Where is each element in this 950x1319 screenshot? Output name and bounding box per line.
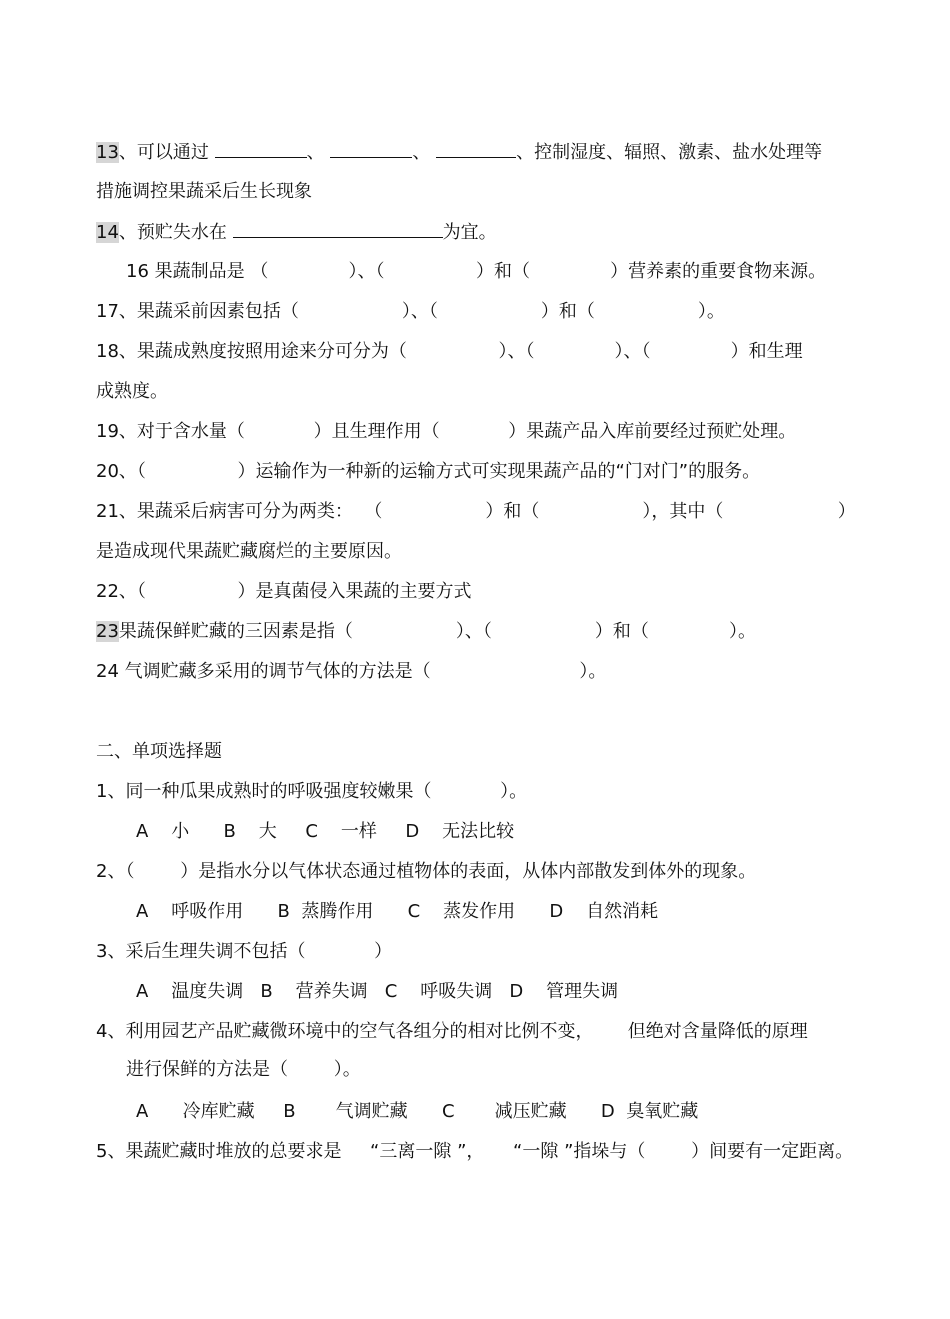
question-21: 21、果蔬采后病害可分为两类： （ ）和（ ），其中（ ） [96, 501, 856, 522]
question-21-line-2: 是造成现代果蔬贮藏腐烂的主要原因。 [96, 541, 402, 562]
mc-question-1: 1、同一种瓜果成熟时的呼吸强度较嫩果（ ）。 [96, 781, 528, 802]
question-23-text: 果蔬保鲜贮藏的三因素是指（ ）、（ ）和（ ）。 [118, 621, 756, 642]
mc-question-3: 3、采后生理失调不包括（ ） [96, 941, 393, 962]
blank-13-2 [330, 140, 412, 158]
question-number-14: 14 [96, 222, 119, 243]
blank-14-1 [233, 220, 443, 238]
mc-question-1-options: A 小 B 大 C 一样 D 无法比较 [136, 821, 515, 842]
question-18-line-2: 成熟度。 [96, 381, 168, 402]
question-22: 22、（ ）是真菌侵入果蔬的主要方式 [96, 581, 472, 602]
question-13-sep-2: 、 [412, 142, 431, 163]
mc-question-3-options: A 温度失调 B 营养失调 C 呼吸失调 D 管理失调 [136, 981, 619, 1002]
blank-13-1 [215, 140, 307, 158]
blank-13-3 [436, 140, 516, 158]
question-14-text-2: 为宜。 [442, 222, 497, 243]
mc-question-2: 2、（ ）是指水分以气体状态通过植物体的表面，从体内部散发到体外的现象。 [96, 861, 757, 882]
question-number-13: 13 [96, 142, 119, 163]
question-17: 17、果蔬采前因素包括（ ）、（ ）和（ ）。 [96, 301, 725, 322]
question-20: 20、（ ）运输作为一种新的运输方式可实现果蔬产品的“门对门”的服务。 [96, 461, 761, 482]
question-23 [96, 620, 756, 644]
question-14 [96, 220, 497, 245]
mc-question-5: 5、果蔬贮藏时堆放的总要求是 “三离一隙 ”， “一隙 ”指垛与（ ）间要有一定距离。 [96, 1141, 854, 1162]
question-13-sep-1: 、 [306, 142, 325, 163]
mc-question-4: 4、利用园艺产品贮藏微环境中的空气各组分的相对比例不变， 但绝对含量降低的原理 [96, 1021, 808, 1042]
question-13-text: 、可以通过 [118, 142, 209, 163]
mc-question-2-options: A 呼吸作用 B 蒸腾作用 C 蒸发作用 D 自然消耗 [136, 901, 659, 922]
question-14-text: 、预贮失水在 [118, 222, 227, 243]
question-13-text-2: 、控制湿度、辐照、激素、盐水处理等 [516, 142, 823, 163]
question-18: 18、果蔬成熟度按照用途来分可分为（ ）、（ ）、（ ）和生理 [96, 341, 803, 362]
mc-question-4-options: A 冷库贮藏 B 气调贮藏 C 减压贮藏 D 臭氧贮藏 [136, 1101, 699, 1122]
question-16: 16 果蔬制品是 （ ）、（ ）和（ ）营养素的重要食物来源。 [126, 261, 827, 282]
mc-question-4-line-2: 进行保鲜的方法是（ ）。 [126, 1059, 361, 1080]
question-number-23: 23 [96, 621, 119, 642]
question-13 [96, 140, 822, 165]
section-2-heading: 二、单项选择题 [96, 741, 222, 762]
question-24: 24 气调贮藏多采用的调节气体的方法是（ ）。 [96, 661, 607, 682]
question-19: 19、对于含水量（ ）且生理作用（ ）果蔬产品入库前要经过预贮处理。 [96, 421, 797, 442]
question-13-line-2: 措施调控果蔬采后生长现象 [96, 181, 312, 202]
